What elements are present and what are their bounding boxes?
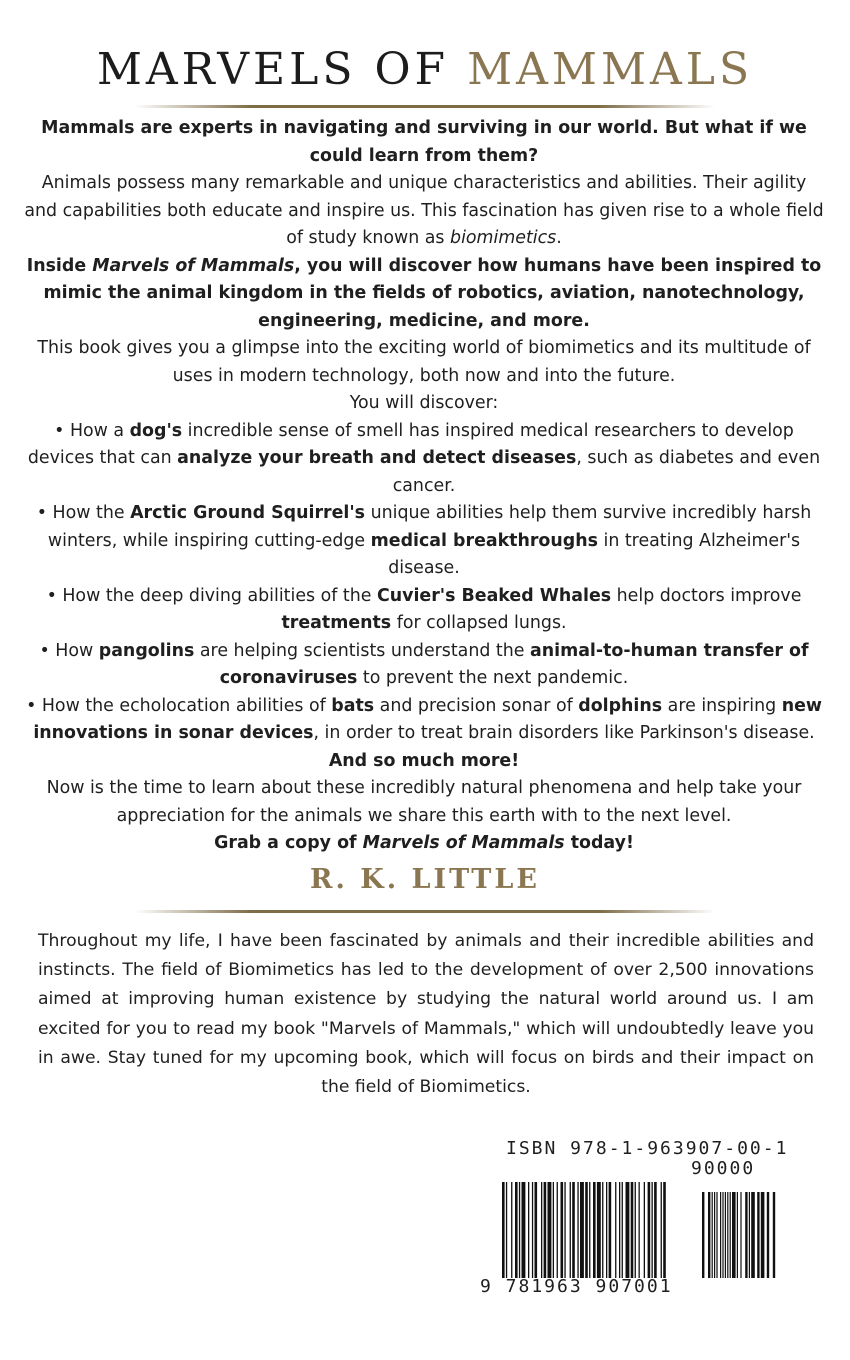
barcode-bar <box>615 1182 616 1278</box>
back-cover-blurb <box>24 115 824 858</box>
barcode-bar <box>654 1182 657 1278</box>
author-name: R. K. LITTLE <box>310 864 540 895</box>
title-word-1: MARVELS OF <box>96 44 450 95</box>
barcode-bar <box>622 1182 623 1278</box>
barcode-bar <box>548 1182 552 1278</box>
blurb-call-to-action: Grab a copy of Marvels of Mammals today! <box>214 833 634 853</box>
barcode-bar <box>564 1182 565 1278</box>
barcode-bar <box>714 1192 715 1278</box>
blurb-glimpse: This book gives you a glimpse into the exciting world of biomimetics and its multitude of uses in modern technology, both now and into the future. <box>37 338 811 386</box>
barcode-digits: 9 781963 907001 <box>480 1276 673 1297</box>
barcode-bar <box>740 1192 741 1278</box>
blurb-intro: Animals possess many remarkable and unique characteristics and abilities. Their agility and capabilities both educate and inspire us. This fascination has given rise to a whole field of study known as biomimetics. <box>24 173 824 248</box>
barcode-bar <box>541 1182 542 1278</box>
barcode-bar <box>519 1182 520 1278</box>
barcode-bar <box>553 1182 554 1278</box>
barcode-bar <box>751 1192 755 1278</box>
barcode-bar <box>506 1182 507 1278</box>
isbn-barcode <box>480 1138 790 1298</box>
barcode-bar <box>557 1182 558 1278</box>
barcode-bar <box>639 1182 640 1278</box>
barcode-bar <box>570 1182 571 1278</box>
barcode-bar <box>773 1192 775 1278</box>
barcode-bar <box>631 1182 634 1278</box>
barcode-bar <box>722 1192 723 1278</box>
barcode-bar <box>661 1182 662 1278</box>
barcode-bar <box>725 1192 726 1278</box>
discover-list <box>24 418 824 748</box>
barcode-bar <box>522 1182 526 1278</box>
barcode-bar <box>572 1182 575 1278</box>
barcode-bar <box>652 1182 653 1278</box>
barcode-bar <box>732 1192 736 1278</box>
barcode-bar <box>648 1182 651 1278</box>
list-item: • How the echolocation abilities of bats and precision sonar of dolphins are inspiring new innovations in sonar devices, in order to treat brain disorders like Parkinson's disease. <box>24 693 824 748</box>
barcode-bar <box>511 1182 512 1278</box>
barcode-bar <box>708 1192 710 1278</box>
barcode-bar <box>544 1182 547 1278</box>
barcode-bar <box>712 1192 713 1278</box>
list-item: • How the deep diving abilities of the Cuvier's Beaked Whales help doctors improve treatments for collapsed lungs. <box>24 583 824 638</box>
barcode-bar <box>619 1182 620 1278</box>
list-item: • How a dog's incredible sense of smell has inspired medical researchers to develop devices that can analyze your breath and detect diseases, such as diabetes and even cancer. <box>24 418 824 501</box>
title-word-2: MAMMALS <box>467 44 754 95</box>
blurb-now: Now is the time to learn about these incredibly natural phenomena and help take your appreciation for the animals we share this earth with to the next level. <box>46 778 802 826</box>
barcode-bar <box>606 1182 607 1278</box>
barcode-bar <box>727 1192 728 1278</box>
barcode-bar <box>767 1192 769 1278</box>
barcode-bar <box>730 1192 731 1278</box>
barcode-bar <box>577 1182 578 1278</box>
barcode-bar <box>532 1182 533 1278</box>
barcode-bar <box>716 1192 717 1278</box>
barcode-bar <box>597 1182 601 1278</box>
barcode-bar <box>602 1182 603 1278</box>
barcode-bar <box>589 1182 590 1278</box>
barcode-bar <box>502 1182 505 1278</box>
barcode-bar <box>626 1182 630 1278</box>
barcode-bar <box>737 1192 738 1278</box>
barcode-bar <box>535 1182 538 1278</box>
title-divider <box>135 105 715 108</box>
barcode-bar <box>761 1192 765 1278</box>
barcode-bar <box>644 1182 645 1278</box>
barcode-bar <box>593 1182 596 1278</box>
blurb-more: And so much more! <box>328 750 520 771</box>
list-item: • How the Arctic Ground Squirrel's unique abilities help them survive incredibly harsh winters, while inspiring cutting-edge medical breakthroughs in treating Alzheimer's disease. <box>24 500 824 583</box>
book-title <box>0 40 850 100</box>
barcode-bar <box>749 1192 750 1278</box>
barcode-bar <box>515 1182 518 1278</box>
isbn-label: ISBN 978-1-963907-00-1 <box>506 1138 789 1159</box>
author-bio: Throughout my life, I have been fascinated by animals and their incredible abilities and instincts. The field of Biomimetics has led to the development of over 2,500 innovations aimed at improving human existence by studying the natural world around us. I am excited for you to read my book "Marvels of Mammals," which will undoubtedly leave you in awe. Stay tuned for my upcoming book, which will focus on birds and their impact on the field of Biomimetics. <box>38 931 814 1098</box>
list-item: • How pangolins are helping scientists understand the animal-to-human transfer of coronaviruses to prevent the next pandemic. <box>24 638 824 693</box>
barcode-bar <box>702 1192 704 1278</box>
barcode-bar <box>663 1182 666 1278</box>
barcode-bar <box>561 1182 564 1278</box>
barcode-bar <box>609 1182 612 1278</box>
barcode-bar <box>635 1182 636 1278</box>
barcode-bar <box>580 1182 584 1278</box>
barcode-bar <box>745 1192 747 1278</box>
barcode-bar <box>757 1192 759 1278</box>
barcode-bar <box>720 1192 721 1278</box>
blurb-discover: You will discover: <box>349 393 499 413</box>
price-code: 90000 <box>691 1158 756 1179</box>
barcode-bar <box>528 1182 529 1278</box>
blurb-lead: Mammals are experts in navigating and surviving in our world. But what if we could learn from them? <box>41 118 807 166</box>
barcode-bars <box>502 1182 788 1278</box>
blurb-inside: Inside Marvels of Mammals, you will discover how humans have been inspired to mimic the animal kingdom in the fields of robotics, aviation, nanotechnology, engineering, medicine, and more. <box>26 255 822 331</box>
author-divider <box>135 910 715 913</box>
barcode-bar <box>585 1182 588 1278</box>
